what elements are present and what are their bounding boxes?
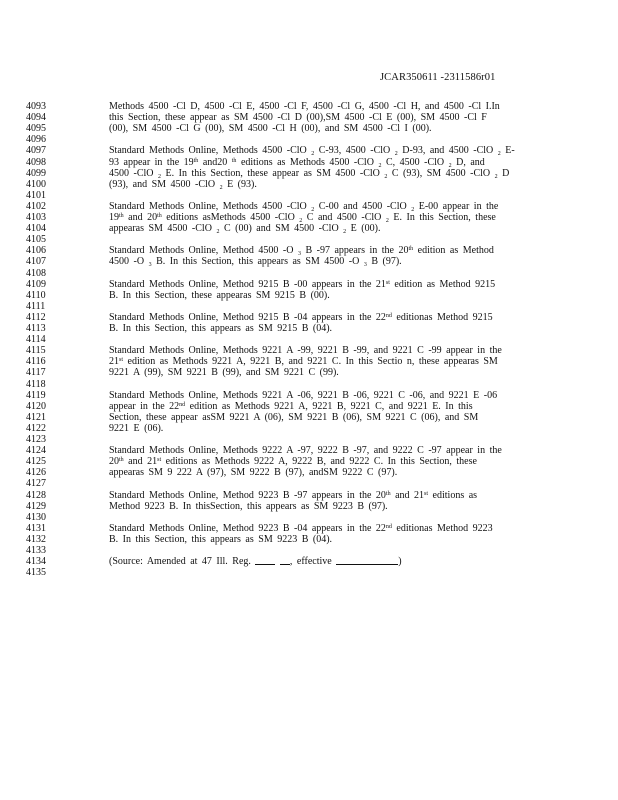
line-number: 4131: [26, 522, 46, 534]
line-text: 20th and 21st editions as Methods 9222 A, 9222 B, and 9222 C. In this Section, these: [109, 456, 477, 468]
line-text: 93 appear in the 19th and20 $^{th}$ editions as Methods 4500 -ClO $_2$ C, 4500 -ClO $_2$ D, and: [109, 156, 485, 168]
line-text: appear in the 22nd edition as Methods 9221 A, 9221 B, 9221 C, and 9221 E. In this: [109, 400, 473, 412]
line-number: 4115: [26, 345, 46, 357]
line-number: 4096: [26, 134, 46, 146]
line-text: Standard Methods Online, Methods 4500 -ClO $_2$ C-93, 4500 -ClO $_2$ D-93, and 4500 -ClO $_2$ E-: [109, 145, 515, 157]
line-text: Standard Methods Online, Method 9215 B -00 appears in the 21st edition as Method 9215: [109, 278, 496, 290]
line-text: appearas SM 9 222 A (97), SM 9222 B (97), andSM 9222 C (97).: [109, 467, 398, 479]
line-number: 4135: [26, 567, 46, 579]
line-text: Section, these appear asSM 9221 A (06), SM 9221 B (06), SM 9221 C (06), and SM: [109, 411, 479, 423]
line-number: 4095: [26, 123, 46, 135]
line-number: 4132: [26, 533, 46, 545]
line-number: 4097: [26, 145, 46, 157]
line-number: 4105: [26, 234, 46, 246]
line-number: 4109: [26, 278, 46, 290]
line-text: (93), and SM 4500 -ClO $_2$ E (93).: [109, 178, 257, 190]
line-number: 4117: [26, 367, 46, 379]
line-number: 4094: [26, 112, 46, 124]
line-text: (Source: Amended at 47 Ill. Reg. , effective ): [109, 556, 402, 568]
line-text: Standard Methods Online, Method 9215 B -04 appears in the 22nd editionas Method 9215: [109, 311, 493, 323]
line-number: 4128: [26, 489, 46, 501]
line-number: 4110: [26, 289, 46, 301]
line-number: 4119: [26, 389, 46, 401]
line-text: Method 9223 B. In thisSection, this appears as SM 9223 B (97).: [109, 500, 388, 512]
line-text: B. In this Section, this appears as SM 9215 B (04).: [109, 323, 333, 334]
line-number: 4133: [26, 545, 46, 556]
line-number: 4106: [26, 245, 46, 257]
line-number: 4104: [26, 223, 46, 235]
line-number: 4129: [26, 500, 46, 512]
line-text: Standard Methods Online, Method 9223 B -04 appears in the 22nd editionas Method 9223: [109, 522, 493, 534]
line-number: 4116: [26, 356, 46, 368]
line-number: 4100: [26, 178, 46, 190]
line-number: 4126: [26, 467, 46, 479]
line-number: 4130: [26, 511, 46, 523]
line-text: Standard Methods Online, Methods 9222 A -97, 9222 B -97, and 9222 C -97 appear in the: [109, 445, 502, 457]
line-number: 4127: [26, 478, 46, 490]
line-number: 4103: [26, 212, 46, 223]
line-text: appearas SM 4500 -ClO $_2$ C (00) and SM 4500 -ClO $_2$ E (00).: [109, 223, 381, 235]
line-number: 4112: [26, 311, 46, 323]
line-text: 4500 -ClO $_2$ E. In this Section, these appear as SM 4500 -ClO $_2$ C (93), SM 4500 -ClO $_2$ D: [109, 167, 510, 179]
line-text: Standard Methods Online, Method 4500 -O $_3$ B -97 appears in the 20th edition as Method: [109, 245, 494, 257]
line-text: Standard Methods Online, Methods 9221 A -06, 9221 B -06, 9221 C -06, and 9221 E -06: [109, 389, 498, 401]
line-number: 4113: [26, 323, 46, 334]
line-text: Standard Methods Online, Methods 4500 -ClO $_2$ C-00 and 4500 -ClO $_2$ E-00 appear in the: [109, 200, 499, 212]
document-id-header: JCAR350611 -2311586r01: [380, 72, 496, 83]
line-number: 4118: [26, 378, 46, 390]
line-text: 9221 A (99), SM 9221 B (99), and SM 9221 C (99).: [109, 367, 339, 379]
line-number: 4102: [26, 200, 46, 212]
line-text: Standard Methods Online, Method 9223 B -97 appears in the 20th and 21st editions as: [109, 489, 478, 501]
line-text: 19th and 20th editions asMethods 4500 -ClO $_2$ C and 4500 -ClO $_2$ E. In this Section, these: [109, 212, 496, 223]
line-number: 4125: [26, 456, 46, 468]
line-text: 4500 -O $_3$ B. In this Section, this appears as SM 4500 -O $_3$ B (97).: [109, 256, 402, 268]
line-text: Methods 4500 -Cl D, 4500 -Cl E, 4500 -Cl F, 4500 -Cl G, 4500 -Cl H, and 4500 -Cl I.In: [109, 101, 500, 112]
line-text: Standard Methods Online, Methods 9221 A -99, 9221 B -99, and 9221 C -99 appear in the: [109, 345, 502, 357]
line-text: (00), SM 4500 -Cl G (00), SM 4500 -Cl H (00), and SM 4500 -Cl I (00).: [109, 123, 432, 135]
line-number: 4101: [26, 189, 46, 201]
line-text: 9221 E (06).: [109, 422, 164, 434]
line-number: 4123: [26, 434, 46, 445]
line-number: 4114: [26, 334, 46, 346]
line-number: 4120: [26, 400, 46, 412]
line-number: 4124: [26, 445, 46, 457]
line-text: this Section, these appear as SM 4500 -Cl D (00),SM 4500 -Cl E (00), SM 4500 -Cl F: [109, 112, 487, 124]
line-text: B. In this Section, this appears as SM 9223 B (04).: [109, 533, 333, 545]
line-number: 4098: [26, 156, 46, 168]
line-number: 4108: [26, 267, 46, 279]
line-number: 4111: [26, 300, 46, 312]
line-number: 4122: [26, 422, 46, 434]
line-text: B. In this Section, these appearas SM 9215 B (00).: [109, 289, 330, 301]
line-number: 4134: [26, 556, 46, 568]
line-number: 4099: [26, 167, 46, 179]
line-number: 4093: [26, 101, 46, 112]
line-text: 21st edition as Methods 9221 A, 9221 B, and 9221 C. In this Sectio n, these appearas SM: [109, 356, 498, 368]
line-number: 4121: [26, 411, 46, 423]
line-number: 4107: [26, 256, 46, 268]
